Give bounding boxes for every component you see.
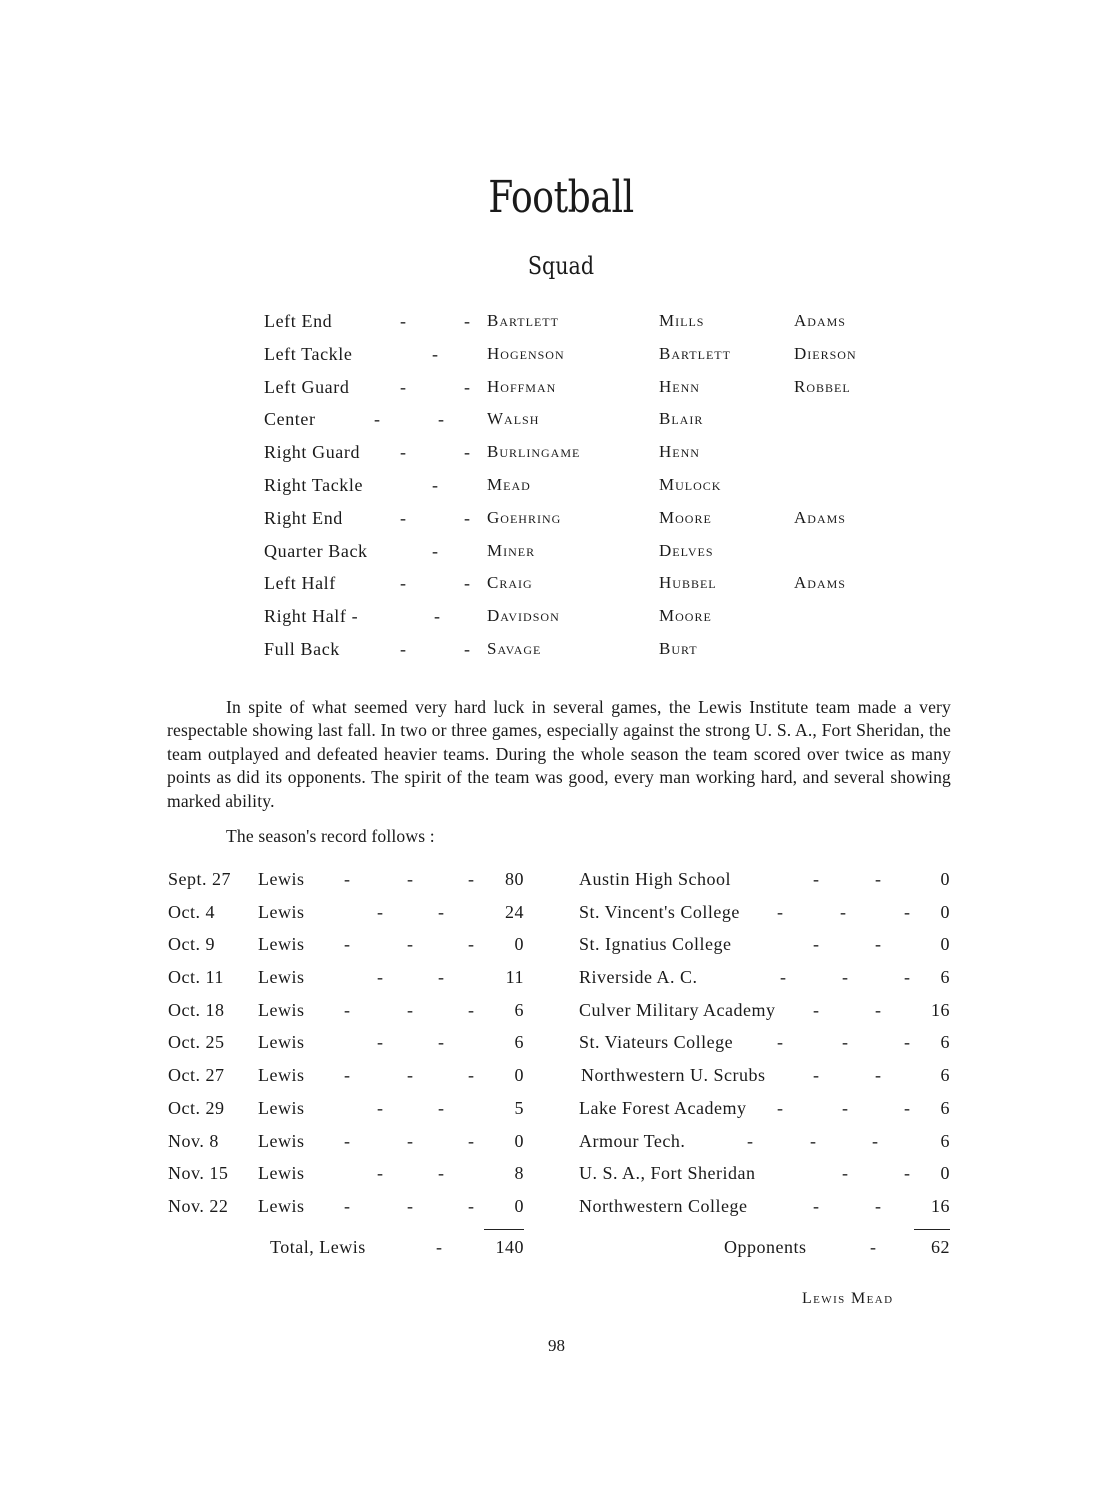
player-first: Burlingame [487,442,581,462]
game-row [0,1098,1112,1131]
opponent-name: Austin High School [579,869,732,889]
player-second: Hubbel [659,573,717,593]
opponents-total-label: Opponents [724,1236,807,1257]
leader-dash: - [407,999,414,1020]
player-second: Burt [659,638,698,658]
page-number: 98 [548,1336,565,1355]
leader-dash: - [468,1065,475,1086]
position-label: Left Tackle [264,343,353,364]
leader-dash: - [875,934,882,955]
opponents-sum-rule [914,1229,950,1230]
leader-dash: - [407,934,414,955]
player-first: Miner [487,540,536,560]
lewis-score: 0 [514,1065,524,1086]
game-date: Oct. 4 [168,901,215,922]
leader-dash: - [377,1163,384,1184]
position-label: Right End [264,507,343,528]
leader-dash: - [872,1130,879,1151]
home-team: Lewis [258,1032,305,1053]
squad-row [264,442,904,475]
game-date: Oct. 18 [168,999,225,1020]
home-team: Lewis [258,1130,305,1151]
player-second: Delves [659,540,714,560]
opponent-score: 6 [940,1097,950,1118]
position-label: Quarter Back [264,540,368,561]
leader-dash: - [780,967,787,988]
leader-dash: - [400,442,407,463]
home-team: Lewis [258,869,305,889]
section-title-squad: Squad [527,252,595,280]
player-second: Henn [659,442,700,462]
leader-dash: - [438,1163,445,1184]
opponent-name: Culver Military Academy [579,999,776,1020]
game-date: Nov. 15 [168,1163,229,1184]
game-date: Oct. 9 [168,934,215,955]
home-team: Lewis [258,901,305,922]
leader-dash: - [468,869,475,889]
game-date: Oct. 29 [168,1097,225,1118]
leader-dash: - [813,934,820,955]
opponent-score: 16 [931,999,950,1020]
leader-dash: - [438,409,445,430]
opponent-name: Northwestern U. Scrubs [581,1065,766,1086]
leader-dash: - [875,1065,882,1086]
opponents-total-score: 62 [931,1236,950,1257]
home-team: Lewis [258,999,305,1020]
leader-dash: - [464,311,471,331]
leader-dash: - [438,1097,445,1118]
leader-dash: - [344,934,351,955]
player-third: Robbel [794,376,851,396]
leader-dash: - [464,573,471,594]
opponent-name: St. Vincent's College [579,901,740,922]
season-record-table [0,869,1112,1269]
player-second: Mills [659,311,705,330]
opponent-score: 6 [940,967,950,988]
opponent-name: Armour Tech. [579,1130,686,1151]
opponent-score: 0 [940,869,950,889]
leader-dash: - [400,573,407,594]
leader-dash: - [377,1097,384,1118]
game-row [0,1065,1112,1098]
leader-dash: - [468,1130,475,1151]
squad-row [264,639,904,672]
leader-dash: - [344,1195,351,1216]
position-label: Center [264,409,316,430]
position-label: Left End [264,311,333,331]
squad-roster [264,311,904,672]
game-row [0,902,1112,935]
leader-dash: - [904,1097,911,1118]
lewis-score: 5 [514,1097,524,1118]
opponent-name: Lake Forest Academy [579,1097,747,1118]
player-second: Mulock [659,474,722,494]
leader-dash: - [842,1097,849,1118]
leader-dash: - [468,934,475,955]
leader-dash: - [438,901,445,922]
opponent-score: 6 [940,1065,950,1086]
leader-dash: - [407,1065,414,1086]
leader-dash: - [813,1065,820,1086]
leader-dash: - [468,1195,475,1216]
player-second: Henn [659,376,700,396]
author-signature: Lewis Mead [802,1290,894,1307]
home-team: Lewis [258,934,305,955]
leader-dash: - [777,1097,784,1118]
game-date: Oct. 25 [168,1032,225,1053]
leader-dash: - [344,999,351,1020]
leader-dash: - [875,999,882,1020]
lewis-score: 11 [505,967,524,988]
leader-dash: - [813,999,820,1020]
game-row [0,1131,1112,1164]
player-first: Mead [487,474,531,494]
leader-dash: - [344,1130,351,1151]
game-date: Oct. 27 [168,1065,225,1086]
game-date: Nov. 22 [168,1195,229,1216]
leader-dash: - [432,474,439,495]
leader-dash: - [400,376,407,397]
home-team: Lewis [258,1097,305,1118]
leader-dash: - [468,999,475,1020]
game-row [0,967,1112,1000]
game-row [0,869,1112,902]
intro-paragraph: In spite of what seemed very hard luck in several games, the Lewis Institute team made a very respectable showing last fall. In two or three games, especially against the strong U. S. A., Fort Sheridan, the team outplayed and defeated heavier teams. During the whole season the team scored over twice as many points as did its opponents. The spirit of the team was good, every man working hard, and several showing marked ability. [167,697,951,811]
player-third: Adams [794,507,846,527]
opponent-score: 0 [940,1163,950,1184]
leader-dash: - [344,869,351,889]
lewis-total-score: 140 [495,1236,524,1257]
home-team: Lewis [258,1163,305,1184]
game-row [0,934,1112,967]
position-label: Left Half [264,573,336,594]
position-label: Left Guard [264,376,350,397]
squad-row [264,508,904,541]
opponent-name: St. Ignatius College [579,934,732,955]
player-first: Goehring [487,507,562,527]
leader-dash: - [904,967,911,988]
player-third: Adams [794,573,846,593]
game-date: Sept. 27 [168,869,232,889]
squad-row [264,344,904,377]
player-first: Hogenson [487,343,565,363]
leader-dash: - [870,1236,877,1257]
leader-dash: - [400,507,407,528]
lewis-score: 0 [514,1130,524,1151]
leader-dash: - [438,967,445,988]
lewis-score: 0 [514,1195,524,1216]
leader-dash: - [407,1195,414,1216]
opponent-score: 0 [940,934,950,955]
squad-row [264,311,904,344]
player-first: Savage [487,638,542,658]
leader-dash: - [842,1163,849,1184]
leader-dash: - [842,967,849,988]
leader-dash: - [464,442,471,463]
leader-dash: - [842,1032,849,1053]
leader-dash: - [432,343,439,364]
leader-dash: - [400,638,407,659]
leader-dash: - [407,869,414,889]
opponent-name: St. Viateurs College [579,1032,734,1053]
leader-dash: - [813,1195,820,1216]
player-first: Bartlett [487,311,559,330]
lewis-score: 80 [505,869,524,889]
leader-dash: - [407,1130,414,1151]
leader-dash: - [377,1032,384,1053]
leader-dash: - [875,869,882,889]
position-label: Right Tackle [264,474,364,495]
leader-dash: - [904,1032,911,1053]
leader-dash: - [875,1195,882,1216]
leader-dash: - [436,1236,443,1257]
opponent-score: 6 [940,1032,950,1053]
leader-dash: - [464,376,471,397]
lewis-score: 6 [514,999,524,1020]
leader-dash: - [777,1032,784,1053]
squad-row [264,409,904,442]
leader-dash: - [400,311,407,331]
squad-row [264,475,904,508]
player-second: Moore [659,606,712,626]
leader-dash: - [904,1163,911,1184]
opponent-score: 0 [940,901,950,922]
leader-dash: - [464,507,471,528]
player-second: Moore [659,507,712,527]
leader-dash: - [810,1130,817,1151]
squad-row [264,541,904,574]
squad-row [264,573,904,606]
player-third: Adams [794,311,846,330]
leader-dash: - [747,1130,754,1151]
player-first: Davidson [487,606,560,626]
leader-dash: - [813,869,820,889]
leader-dash: - [344,1065,351,1086]
lewis-total-label: Total, Lewis [270,1236,366,1257]
player-second: Bartlett [659,343,731,363]
game-row [0,1196,1112,1229]
player-first: Hoffman [487,376,557,396]
lewis-score: 24 [505,901,524,922]
game-row [0,1163,1112,1196]
leader-dash: - [438,1032,445,1053]
player-first: Walsh [487,409,540,429]
record-intro: The season's record follows : [226,826,435,846]
game-row [0,1032,1112,1065]
opponent-score: 16 [931,1195,950,1216]
home-team: Lewis [258,967,305,988]
opponent-name: Northwestern College [579,1195,748,1216]
leader-dash: - [464,638,471,659]
position-label: Full Back [264,638,340,659]
player-first: Craig [487,573,533,593]
opponent-name: Riverside A. C. [579,967,698,988]
page-title: Football [488,172,634,223]
home-team: Lewis [258,1065,305,1086]
squad-row [264,377,904,410]
leader-dash: - [777,901,784,922]
leader-dash: - [377,901,384,922]
lewis-score: 8 [514,1163,524,1184]
leader-dash: - [840,901,847,922]
lewis-score: 0 [514,934,524,955]
leader-dash: - [377,967,384,988]
leader-dash: - [432,540,439,561]
leader-dash: - [904,901,911,922]
leader-dash: - [434,606,441,627]
game-row [0,1000,1112,1033]
game-date: Nov. 8 [168,1130,219,1151]
lewis-sum-rule [484,1229,524,1230]
game-date: Oct. 11 [168,967,224,988]
player-second: Blair [659,409,704,429]
player-third: Dierson [794,343,857,363]
position-label: Right Half - [264,606,359,627]
leader-dash: - [374,409,381,430]
totals-row [0,1237,1112,1269]
opponent-score: 6 [940,1130,950,1151]
squad-row [264,606,904,639]
position-label: Right Guard [264,442,361,463]
home-team: Lewis [258,1195,305,1216]
opponent-name: U. S. A., Fort Sheridan [579,1163,756,1184]
lewis-score: 6 [514,1032,524,1053]
